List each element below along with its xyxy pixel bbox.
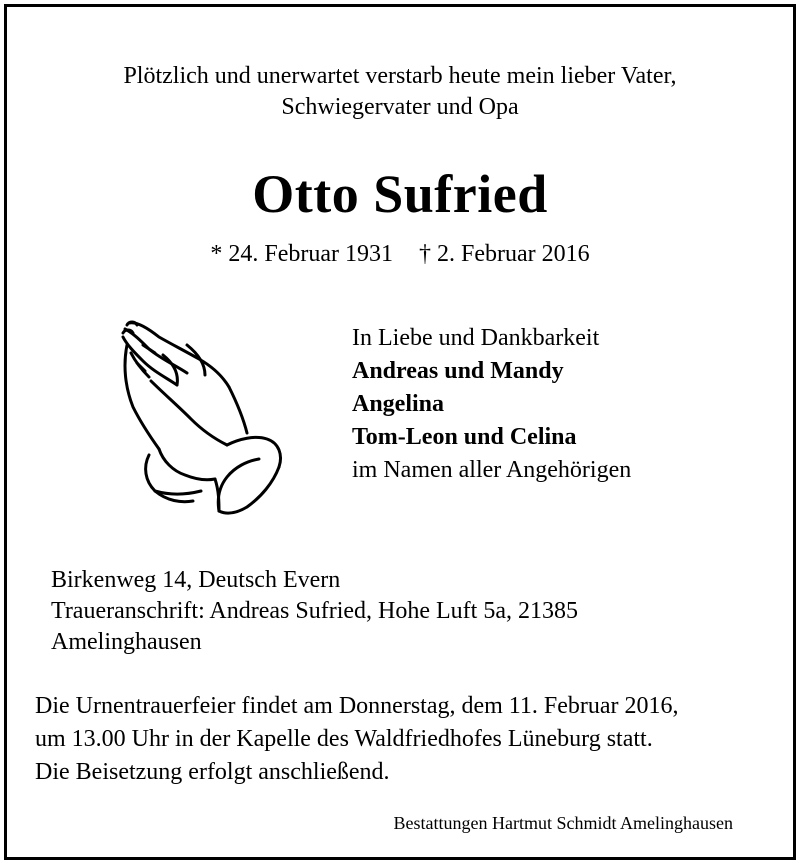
intro-line: Schwiegervater und Opa (281, 94, 519, 120)
service-line: Die Urnentrauerfeier findet am Donnerstag, dem 11. Februar 2016, (35, 693, 679, 719)
birth-date: * 24. Februar 1931 (210, 241, 393, 267)
address-line: Birkenweg 14, Deutsch Evern (51, 567, 341, 593)
undertaker-name: Bestattungen Hartmut Schmidt Amelinghausen (393, 813, 733, 833)
mourners-outro: im Namen aller Angehörigen (352, 457, 632, 483)
praying-hands-icon (115, 315, 287, 525)
address-line: Traueranschrift: Andreas Sufried, Hohe Luft 5a, 21385 (51, 598, 578, 624)
service-line: Die Beisetzung erfolgt anschließend. (35, 759, 390, 785)
intro-text (7, 61, 793, 123)
death-date: † 2. Februar 2016 (419, 241, 590, 267)
mourners-intro: In Liebe und Dankbarkeit (352, 325, 600, 351)
obituary-notice (4, 4, 796, 860)
life-dates (7, 239, 793, 269)
service-info (35, 690, 775, 789)
deceased-name: Otto Sufried (252, 164, 548, 224)
service-line: um 13.00 Uhr in der Kapelle des Waldfriedhofes Lüneburg statt. (35, 726, 653, 752)
mourner-name: Tom-Leon und Celina (352, 424, 577, 450)
address-line: Amelinghausen (51, 629, 202, 655)
mourner-name: Andreas und Mandy (352, 358, 564, 384)
mourners-block (352, 322, 631, 487)
mourner-name: Angelina (352, 391, 445, 417)
intro-line: Plötzlich und unerwartet verstarb heute mein lieber Vater, (123, 63, 677, 89)
address-block (51, 565, 578, 658)
